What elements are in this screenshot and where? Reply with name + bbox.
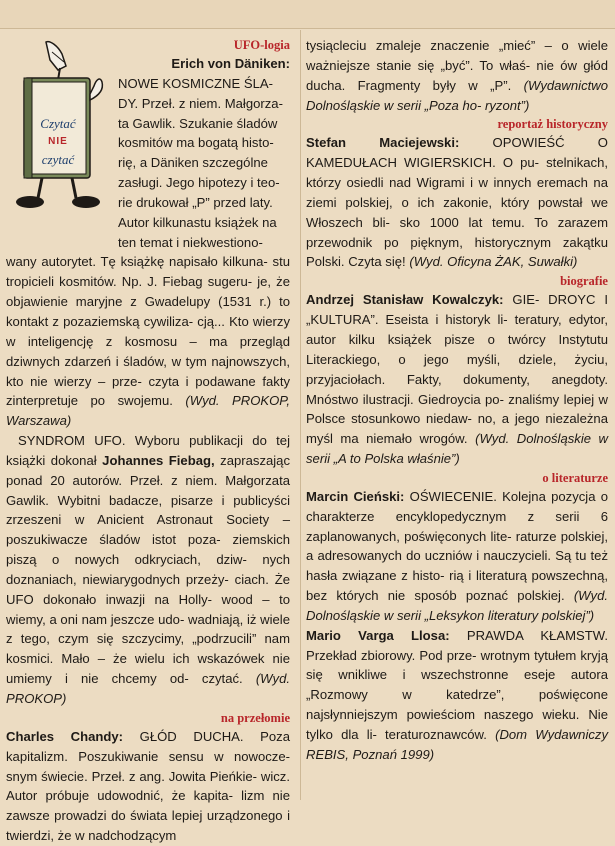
right-column — [306, 36, 608, 765]
illustration-text-nie: NIE — [48, 136, 68, 147]
section-label-o-literaturze: o literaturze — [542, 470, 608, 485]
entry-publisher: (Wyd. Oficyna ŻAK, Suwałki) — [409, 254, 578, 270]
entry-text: OŚWIECENIE. Kolejna pozycja o charakterze encyklopedycznym z serii 6 zaplanowanych, poświęconych lite- raturze polskiej, a adresowanych do uczniów i nauczycieli. Są tu też hasła związane z histo- rią i literaturą powszechną, bez których nie sposób poznać polskiej. — [306, 488, 609, 604]
text-line: Autor kilkunastu książek na — [118, 214, 277, 230]
entry-chandy — [6, 727, 290, 846]
entry-text: GIE- DROYC I „KULTURA”. Eseista i historyk li- teratury, edytor, autor kilku książek pisze o twórcy Instytutu Literackiego, o jego myśli, dziele, życiu, przyjaciołach. Fakty, dokumenty, anegdoty. Mnóstwo ilustracji. Giedroycia po- znaliśmy lepiej w Polsce stosunkowo niedaw- no, a jego niezależna myśl ma niemało wrogów. — [306, 292, 608, 447]
entry-publisher: (Wyd. Dolnośląskie w serii „Leksykon literatury polskiej”) — [306, 588, 608, 623]
entry-publisher: (Wydawnictwo Dolnośląskie w serii „Poza ho- ryzont”) — [306, 77, 608, 113]
entry-text: SYNDROM UFO. Wyboru publikacji do tej książki dokonał — [6, 433, 290, 468]
entry-publisher: (Dom Wydawniczy REBIS, Poznań 1999) — [306, 727, 608, 762]
entry-author: Stefan Maciejewski: — [306, 135, 460, 151]
text-line: NOWE KOSMICZNE ŚLA- — [118, 75, 273, 91]
left-column — [6, 36, 290, 846]
entry-daniken-wrapped — [118, 54, 290, 252]
entry-editor: Johannes Fiebag, — [102, 452, 215, 468]
entry-cienski — [306, 487, 608, 626]
text-line: ta Gawlik. Szukanie śladów — [118, 115, 278, 131]
entry-text: PRAWDA KŁAMSTW. Przekład zbiorowy. Pod prze- wrotnym tytułem kryją się wnikliwe i wszechstronne eseje autora „Rozmowy w katedrze”, poświęcone najsłynniejszym powieściom naszego wieku. Nie tylko dla li- teraturoznawców. — [306, 627, 608, 742]
illustration-text-czytac-2: czytać — [41, 152, 75, 167]
text-line: rie drukował „P” przed laty. — [118, 194, 273, 210]
top-border — [0, 0, 615, 29]
illustration-text-czytac: Czytać — [40, 116, 76, 131]
entry-text: OPOWIEŚĆ O KAMEDUŁACH WIGIERSKICH. O pu- stelnikach, którzy osiedli nad Wigrami i w innych eremach na ziemi polskiej, o ich zakonie, który powstał we Włoszech bli- sko 1000 lat temu. To zarazem przewodnik po pięknym, historycznym zakątku Polski. Czyta się! — [306, 135, 608, 270]
section-label-na-przelomie: na przełomie — [220, 710, 290, 725]
column-divider — [300, 30, 301, 800]
entry-publisher: (Wyd. PROKOP, Warszawa) — [6, 393, 290, 429]
text-line: kosmitów ma bogatą histo- — [118, 135, 274, 151]
entry-syndrom-ufo — [6, 431, 290, 709]
entry-text: GŁÓD DUCHA. Poza kapitalizm. Poszukiwanie sensu w nowocze- snym świecie. Przeł. z ang. Jowita Pieńkie- wicz. Autor próbuje udowodnić, że kapita- lizm nie zawsze prowadzi do świata lepiej urządzonego i twierdzi, że w nadchodzącym — [6, 728, 291, 844]
entry-publisher: (Wyd. Dolnośląskie w serii „A to Polska właśnie”) — [306, 431, 608, 467]
entry-text: wany autorytet. Tę książkę napisało kilkuna- stu tropicieli kosmitów. Np. J. Fiebag sugeru- je, że objawienie maryjne z Gwadelupy (1531 r.) to kontakt z pozaziemską cywiliza- cją... Kto wierzy w inteligencję z kosmosu – ma przegląd dziwnych zdarzeń i śladów, w tym najnowszych, kto nie wierzy – prze- czyta i podawane fakty zinterpretuje po swojemu. — [6, 254, 290, 409]
entry-kowalczyk — [306, 290, 608, 469]
section-label-ufo-logia: UFO-logia — [233, 38, 290, 52]
entry-maciejewski — [306, 133, 608, 272]
text-line: DY. Przeł. z niem. Małgorza- — [118, 95, 283, 111]
entry-text: zapraszając ponad 20 autorów. Przeł. z niem. Małgorzata Gawlik. Wybitni badacze, pisarze i publicyści zrzeszeni w Anicient Astronaut Society – poszukiwacze śladów istot poza- ziemskich piszą o nowych odkryciach, dziw- nych doznaniach, niewiarygodnych przeży- ciach. Że UFO dokonało inwazji na Holly- wood – to wiemy, a oni nam jeszcze udo- wadniają, iż wiele z tego, czym się szczycimy, „podrzucili” nam kosmici. Mało – że wielu ich wskazówek nie umiemy i nie chcemy od- czytać. — [6, 452, 291, 687]
text-line: zasługi. Jego hipotezy i teo- — [118, 175, 280, 191]
text-line: ten temat i niekwestiono- — [118, 234, 263, 250]
entry-publisher: (Wyd. PROKOP) — [6, 671, 290, 706]
entry-text: tysiącleciu zmaleje znaczenie „mieć” – o wiele ważniejsze stanie się „być”. To właś- nie ów głód ducha. Fragmenty były w „P”. — [306, 38, 608, 93]
text-line: rię, a Däniken szczególne — [118, 155, 268, 171]
entry-chandy-continued — [306, 36, 608, 115]
entry-author: Andrzej Stanisław Kowalczyk: — [306, 292, 504, 308]
entry-daniken-text — [6, 252, 290, 431]
section-label-reportaz: reportaż historyczny — [497, 117, 608, 132]
entry-author: Charles Chandy: — [6, 728, 124, 744]
entry-author: Erich von Däniken: — [171, 56, 290, 71]
section-label-biografie: biografie — [560, 274, 608, 289]
entry-llosa — [306, 626, 608, 765]
entry-author: Mario Varga Llosa: — [306, 627, 450, 643]
entry-author: Marcin Cieński: — [306, 488, 405, 504]
